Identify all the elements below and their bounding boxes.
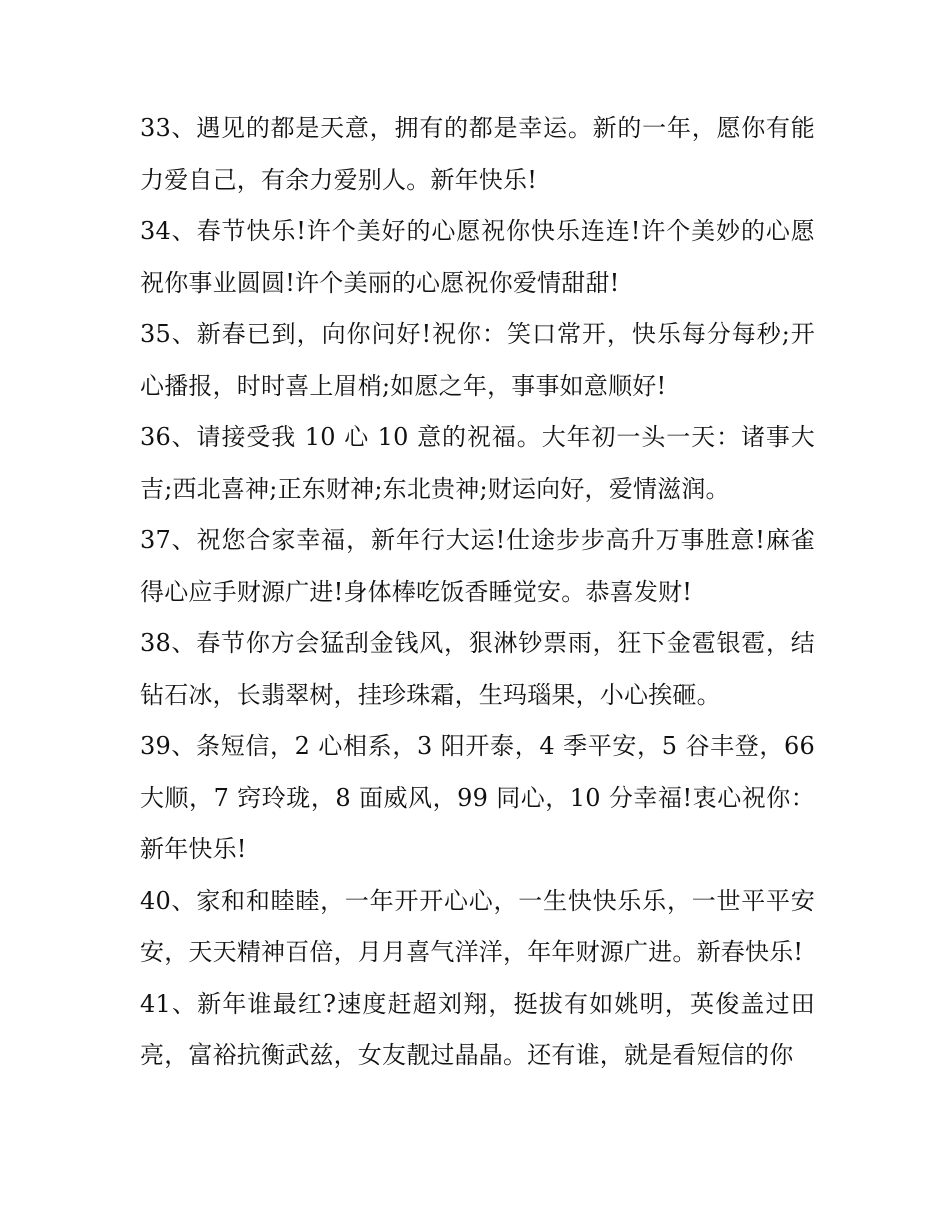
paragraph-37: 37、祝您合家幸福，新年行大运!仕途步步高升万事胜意!麻雀得心应手财源广进!身体棒吃饭香睡觉安。恭喜发财! (140, 526, 815, 606)
paragraph-39: 39、条短信，2 心相系，3 阳开泰，4 季平安，5 谷丰登，66 大顺，7 窍玲珑，8 面威风，99 同心，10 分幸福!衷心祝你：新年快乐! (140, 732, 815, 863)
paragraph-33: 33、遇见的都是天意，拥有的都是幸运。新的一年，愿你有能力爱自己，有余力爱别人。新年快乐! (140, 114, 815, 194)
document-body (140, 103, 815, 1082)
paragraph-40: 40、家和和睦睦，一年开开心心，一生快快乐乐，一世平平安安，天天精神百倍，月月喜气洋洋，年年财源广进。新春快乐! (140, 886, 815, 966)
paragraph-35: 35、新春已到，向你问好!祝你：笑口常开，快乐每分每秒;开心播报，时时喜上眉梢;如愿之年，事事如意顺好! (140, 320, 815, 400)
paragraph-34: 34、春节快乐!许个美好的心愿祝你快乐连连!许个美妙的心愿祝你事业圆圆!许个美丽的心愿祝你爱情甜甜! (140, 217, 815, 297)
paragraph-36: 36、请接受我 10 心 10 意的祝福。大年初一头一天：诸事大吉;西北喜神;正东财神;东北贵神;财运向好，爱情滋润。 (140, 423, 815, 503)
paragraph-38: 38、春节你方会猛刮金钱风，狠淋钞票雨，狂下金雹银雹，结钻石冰，长翡翠树，挂珍珠霜，生玛瑙果，小心挨砸。 (140, 629, 815, 709)
paragraph-41: 41、新年谁最红?速度赶超刘翔，挺拔有如姚明，英俊盖过田亮，富裕抗衡武兹，女友靓过晶晶。还有谁，就是看短信的你 (140, 989, 815, 1069)
